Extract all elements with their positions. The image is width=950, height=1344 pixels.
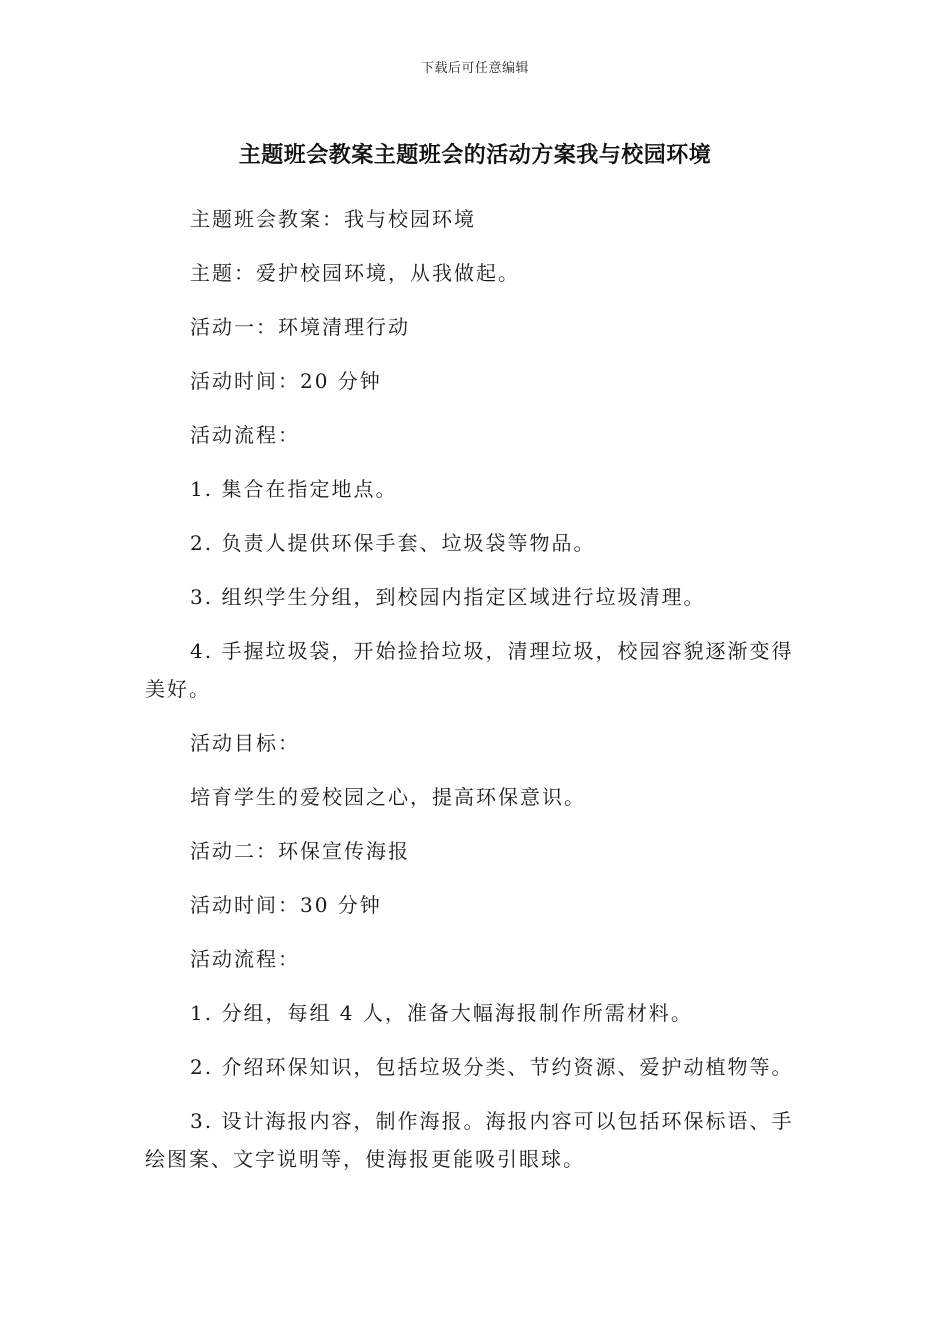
paragraph: 主题：爱护校园环境，从我做起。 (190, 261, 520, 285)
list-item: 2. 介绍环保知识，包括垃圾分类、节约资源、爱护动植物等。 (190, 1055, 794, 1079)
paragraph: 培育学生的爱校园之心，提高环保意识。 (190, 785, 586, 809)
paragraph: 活动一：环境清理行动 (190, 315, 410, 339)
list-item: 1. 集合在指定地点。 (190, 477, 398, 501)
list-item: 3. 组织学生分组，到校园内指定区域进行垃圾清理。 (190, 585, 706, 609)
list-item: 2. 负责人提供环保手套、垃圾袋等物品。 (190, 531, 596, 555)
list-item: 3. 设计海报内容，制作海报。海报内容可以包括环保标语、手绘图案、文字说明等，使海报更能吸引眼球。 (145, 1109, 794, 1171)
document-title: 主题班会教案主题班会的活动方案我与校园环境 (238, 143, 712, 168)
paragraph: 活动流程： (190, 423, 300, 447)
paragraph: 活动二：环保宣传海报 (190, 839, 410, 863)
list-item: 4. 手握垃圾袋，开始捡拾垃圾，清理垃圾，校园容貌逐渐变得美好。 (145, 639, 794, 701)
paragraph: 活动时间：30 分钟 (190, 893, 382, 917)
paragraph: 活动流程： (190, 947, 300, 971)
list-item: 1. 分组，每组 4 人，准备大幅海报制作所需材料。 (190, 1001, 693, 1025)
paragraph: 活动目标： (190, 731, 300, 755)
document-body (145, 200, 805, 1194)
paragraph: 主题班会教案：我与校园环境 (190, 207, 476, 231)
paragraph: 活动时间：20 分钟 (190, 369, 382, 393)
page-header: 下载后可任意编辑 (420, 61, 529, 76)
